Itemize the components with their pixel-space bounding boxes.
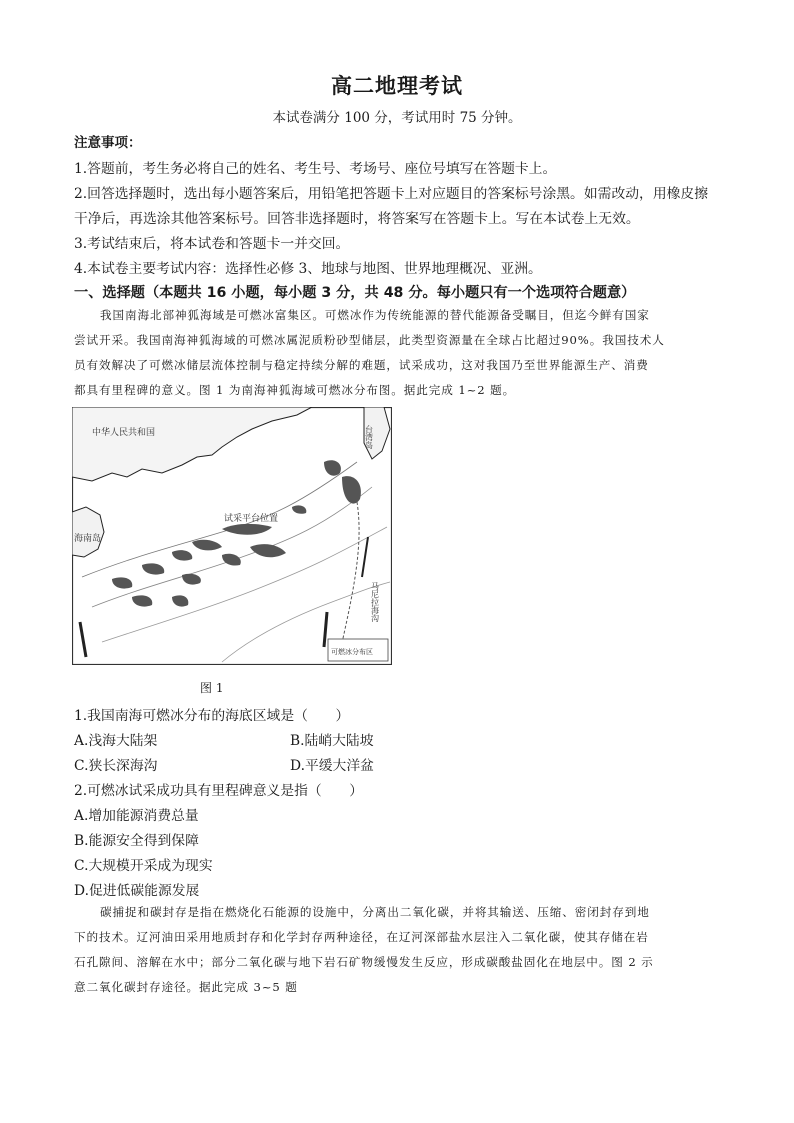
notes-heading: 注意事项： xyxy=(74,135,142,151)
passage-line: 员有效解决了可燃冰储层流体控制与稳定持续分解的难题，试采成功，这对我国乃至世界能源生产、消费 xyxy=(74,358,649,372)
label-country: 中华人民共和国 xyxy=(92,428,156,438)
note-item: 干净后，再选涂其他答案标号。回答非选择题时，将答案写在答题卡上。写在本试卷上无效。 xyxy=(74,211,640,227)
passage-line: 石孔隙间、溶解在水中；部分二氧化碳与地下岩石矿物缓慢发生反应，形成碳酸盐固化在地层中。图 2 示 xyxy=(74,955,654,969)
label-legend: 可燃冰分布区 xyxy=(331,648,373,656)
answer-option: C.大规模开采成为现实 xyxy=(74,858,213,874)
exam-subtitle: 本试卷满分 100 分，考试用时 75 分钟。 xyxy=(272,110,522,126)
question-stem: 1.我国南海可燃冰分布的海底区域是（ ） xyxy=(74,708,350,724)
answer-option: A.增加能源消费总量 xyxy=(74,808,199,824)
answer-option: C.狭长深海沟 xyxy=(74,758,158,774)
label-site: 试采平台位置 xyxy=(224,514,279,524)
note-item: 4.本试卷主要考试内容：选择性必修 3、地球与地图、世界地理概况、亚洲。 xyxy=(74,261,542,277)
answer-option: D.平缓大洋盆 xyxy=(290,758,374,774)
section-heading: 一、选择题（本题共 16 小题，每小题 3 分，共 48 分。每小题只有一个选项符合题意） xyxy=(74,285,636,301)
passage-line: 意二氧化碳封存途径。据此完成 3~5 题 xyxy=(74,980,298,994)
page-title: 高二地理考试 xyxy=(331,74,463,98)
passage-line: 碳捕捉和碳封存是指在燃烧化石能源的设施中，分离出二氧化碳，并将其输送、压缩、密闭封存到地 xyxy=(100,905,650,919)
figure-caption: 图 1 xyxy=(200,681,224,695)
label-trench: 马尼拉海沟 xyxy=(370,582,380,622)
note-item: 2.回答选择题时，选出每小题答案后，用铅笔把答题卡上对应题目的答案标号涂黑。如需改动，用橡皮擦 xyxy=(74,186,709,202)
passage-line: 尝试开采。我国南海神狐海域的可燃冰属泥质粉砂型储层，此类型资源量在全球占比超过90%。我国技术人 xyxy=(74,333,665,347)
answer-option: B.能源安全得到保障 xyxy=(74,833,199,849)
answer-option: A.浅海大陆架 xyxy=(74,733,158,749)
passage-line: 下的技术。辽河油田采用地质封存和化学封存两种途径，在辽河深部盐水层注入二氧化碳，使其存储在岩 xyxy=(74,930,649,944)
figure-1-map xyxy=(72,407,392,665)
question-stem: 2.可燃冰试采成功具有里程碑意义是指（ ） xyxy=(74,783,364,799)
answer-option: D.促进低碳能源发展 xyxy=(74,883,200,899)
note-item: 3.考试结束后，将本试卷和答题卡一并交回。 xyxy=(74,236,350,252)
label-hainan: 海南岛 xyxy=(74,534,102,544)
answer-option: B.陆峭大陆坡 xyxy=(290,733,374,749)
passage-line: 我国南海北部神狐海域是可燃冰富集区。可燃冰作为传统能源的替代能源备受瞩目，但迄今鲜有国家 xyxy=(100,308,650,322)
label-taiwan: 台湾岛 xyxy=(364,425,374,449)
note-item: 1.答题前，考生务必将自己的姓名、考生号、考场号、座位号填写在答题卡上。 xyxy=(74,161,557,177)
passage-line: 都具有里程碑的意义。图 1 为南海神狐海域可燃冰分布图。据此完成 1~2 题。 xyxy=(74,383,516,397)
